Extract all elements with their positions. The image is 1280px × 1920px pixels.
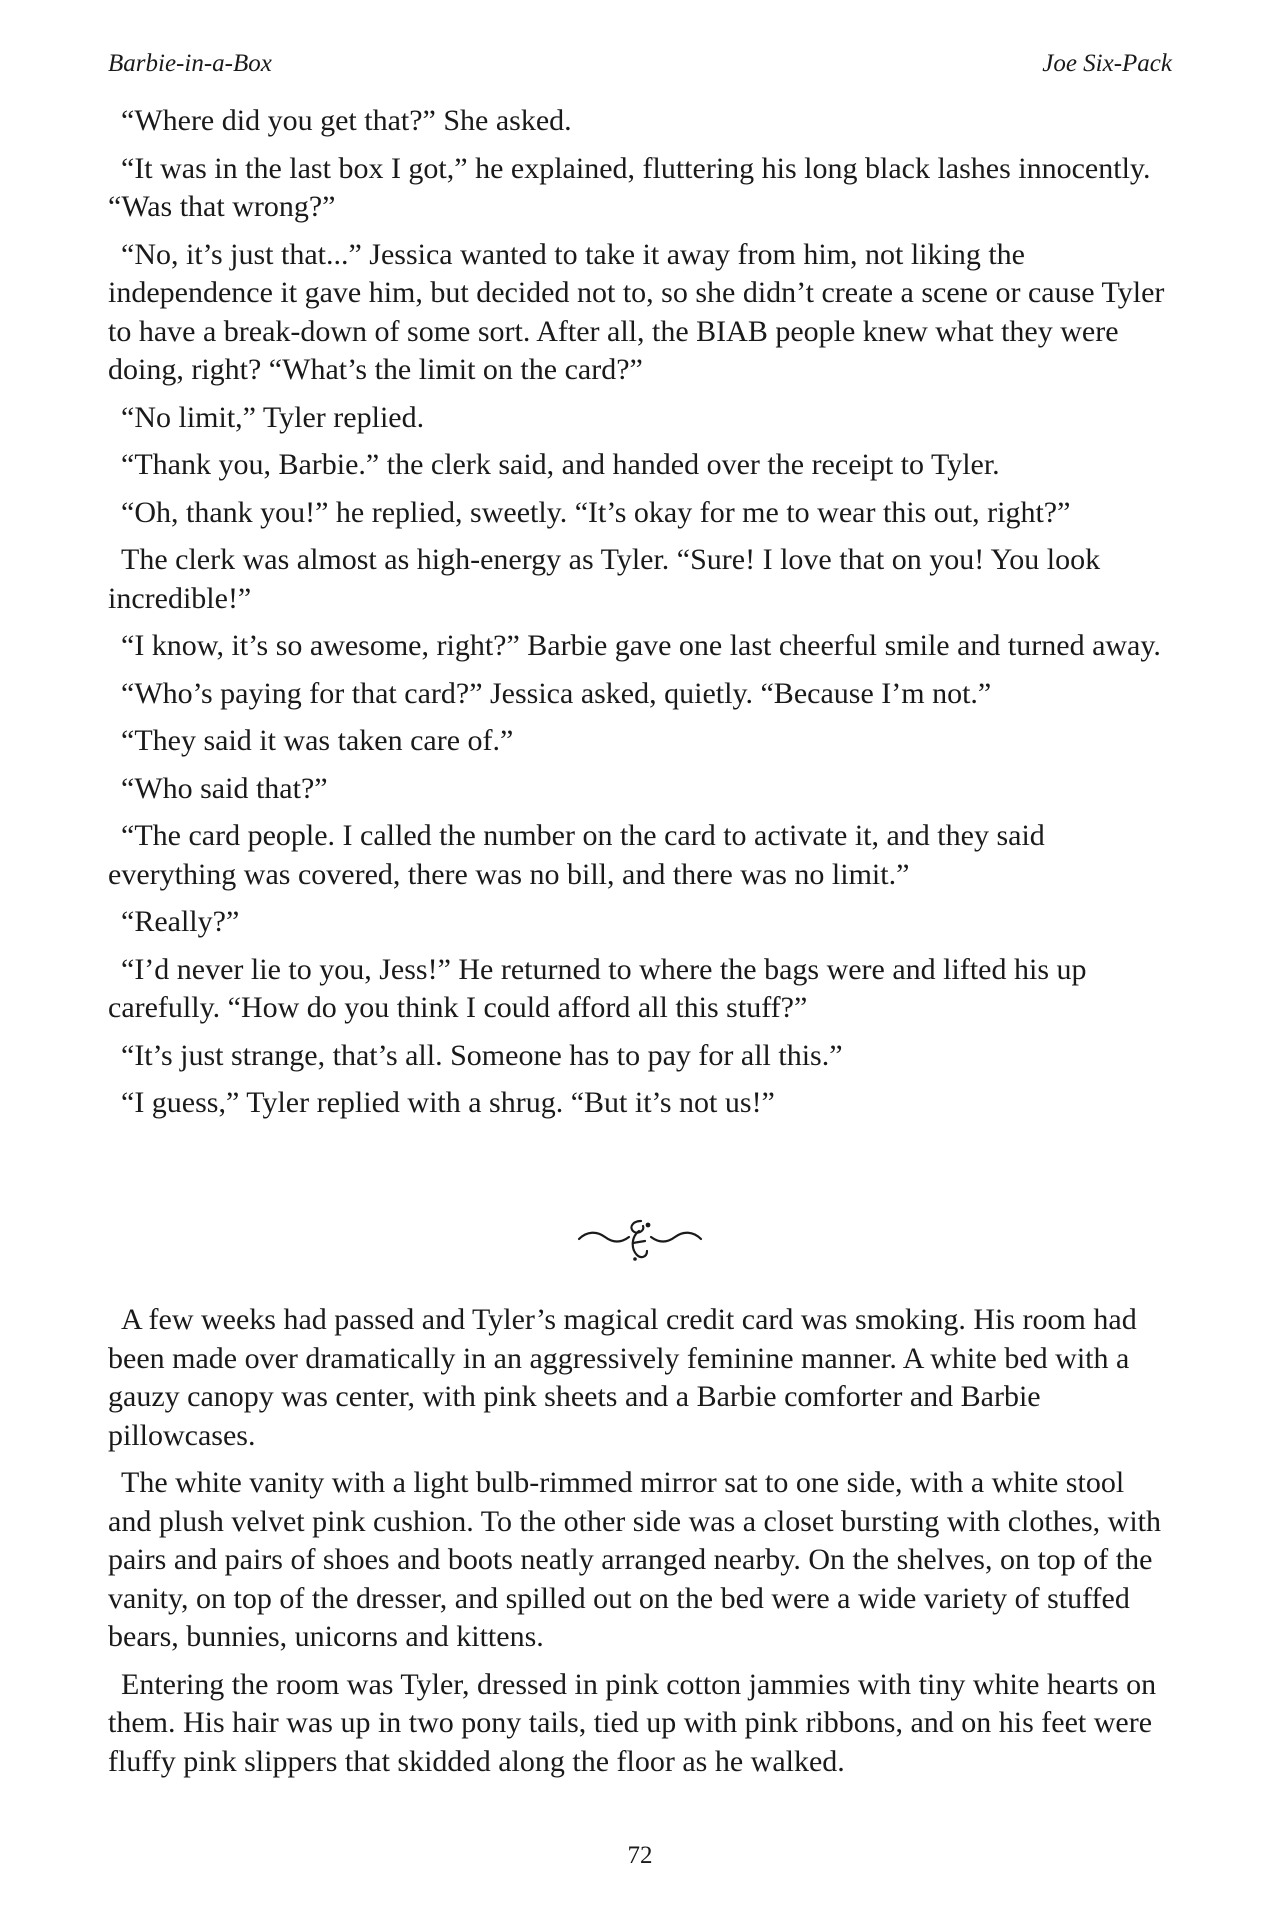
- page-number: 72: [627, 1842, 653, 1869]
- paragraph: A few weeks had passed and Tyler’s magical credit card was smoking. His room had been made over dramatically in an aggressively feminine manner. A white bed with a gauzy canopy was center, with pink sheets and a Barbie comforter and Barbie pillowcases.: [108, 1303, 1137, 1452]
- paragraph: Entering the room was Tyler, dressed in pink cotton jammies with tiny white hearts on them. His hair was up in two pony tails, tied up with pink ribbons, and on his feet were fluffy pink slippers that skidded along the floor as he walked.: [108, 1667, 1157, 1778]
- paragraph: “No, it’s just that...” Jessica wanted to take it away from him, not liking the independence it gave him, but decided not to, so she didn’t create a scene or cause Tyler to have a break-down of some sort. After all, the BIAB people knew what they were doing, right? “What’s the limit on the card?”: [108, 237, 1165, 386]
- paragraph: “It’s just strange, that’s all. Someone has to pay for all this.”: [121, 1038, 843, 1072]
- paragraph: “Oh, thank you!” he replied, sweetly. “It’s okay for me to wear this out, right?”: [121, 495, 1071, 529]
- section-1-text: [108, 102, 1172, 1132]
- book-title: Barbie-in-a-Box: [108, 50, 272, 77]
- paragraph: “Where did you get that?” She asked.: [121, 104, 572, 137]
- paragraph: “I know, it’s so awesome, right?” Barbie gave one last cheerful smile and turned away.: [121, 629, 1161, 662]
- paragraph: “Who’s paying for that card?” Jessica asked, quietly. “Because I’m not.”: [121, 676, 992, 710]
- paragraph: “They said it was taken care of.”: [121, 724, 514, 757]
- paragraph: “Who said that?”: [121, 771, 328, 805]
- running-header: [108, 50, 1172, 82]
- section-break-flourish-icon: [575, 1213, 705, 1267]
- paragraph: “Thank you, Barbie.” the clerk said, and handed over the receipt to Tyler.: [121, 448, 1000, 481]
- paragraph: “The card people. I called the number on the card to activate it, and they said everything was covered, there was no bill, and there was no limit.”: [108, 819, 1045, 891]
- paragraph: “I’d never lie to you, Jess!” He returned to where the bags were and lifted his up carefully. “How do you think I could afford all this stuff?”: [108, 952, 1087, 1024]
- section-2-text: [108, 1301, 1172, 1790]
- author-name: Joe Six-Pack: [1042, 50, 1172, 77]
- paragraph: The white vanity with a light bulb-rimmed mirror sat to one side, with a white stool and plush velvet pink cushion. To the other side was a closet bursting with clothes, with pairs and pairs of shoes and boots neatly arranged nearby. On the shelves, on top of the vanity, on top of the dresser, and spilled out on the bed were a wide variety of stuffed bears, bunnies, unicorns and kittens.: [108, 1466, 1162, 1653]
- paragraph: The clerk was almost as high-energy as Tyler. “Sure! I love that on you! You look incredible!”: [108, 543, 1101, 615]
- paragraph: “No limit,” Tyler replied.: [121, 400, 425, 434]
- paragraph: “It was in the last box I got,” he explained, fluttering his long black lashes innocently. “Was that wrong?”: [108, 151, 1151, 223]
- paragraph: “I guess,” Tyler replied with a shrug. “But it’s not us!”: [121, 1086, 775, 1119]
- paragraph: “Really?”: [121, 905, 240, 938]
